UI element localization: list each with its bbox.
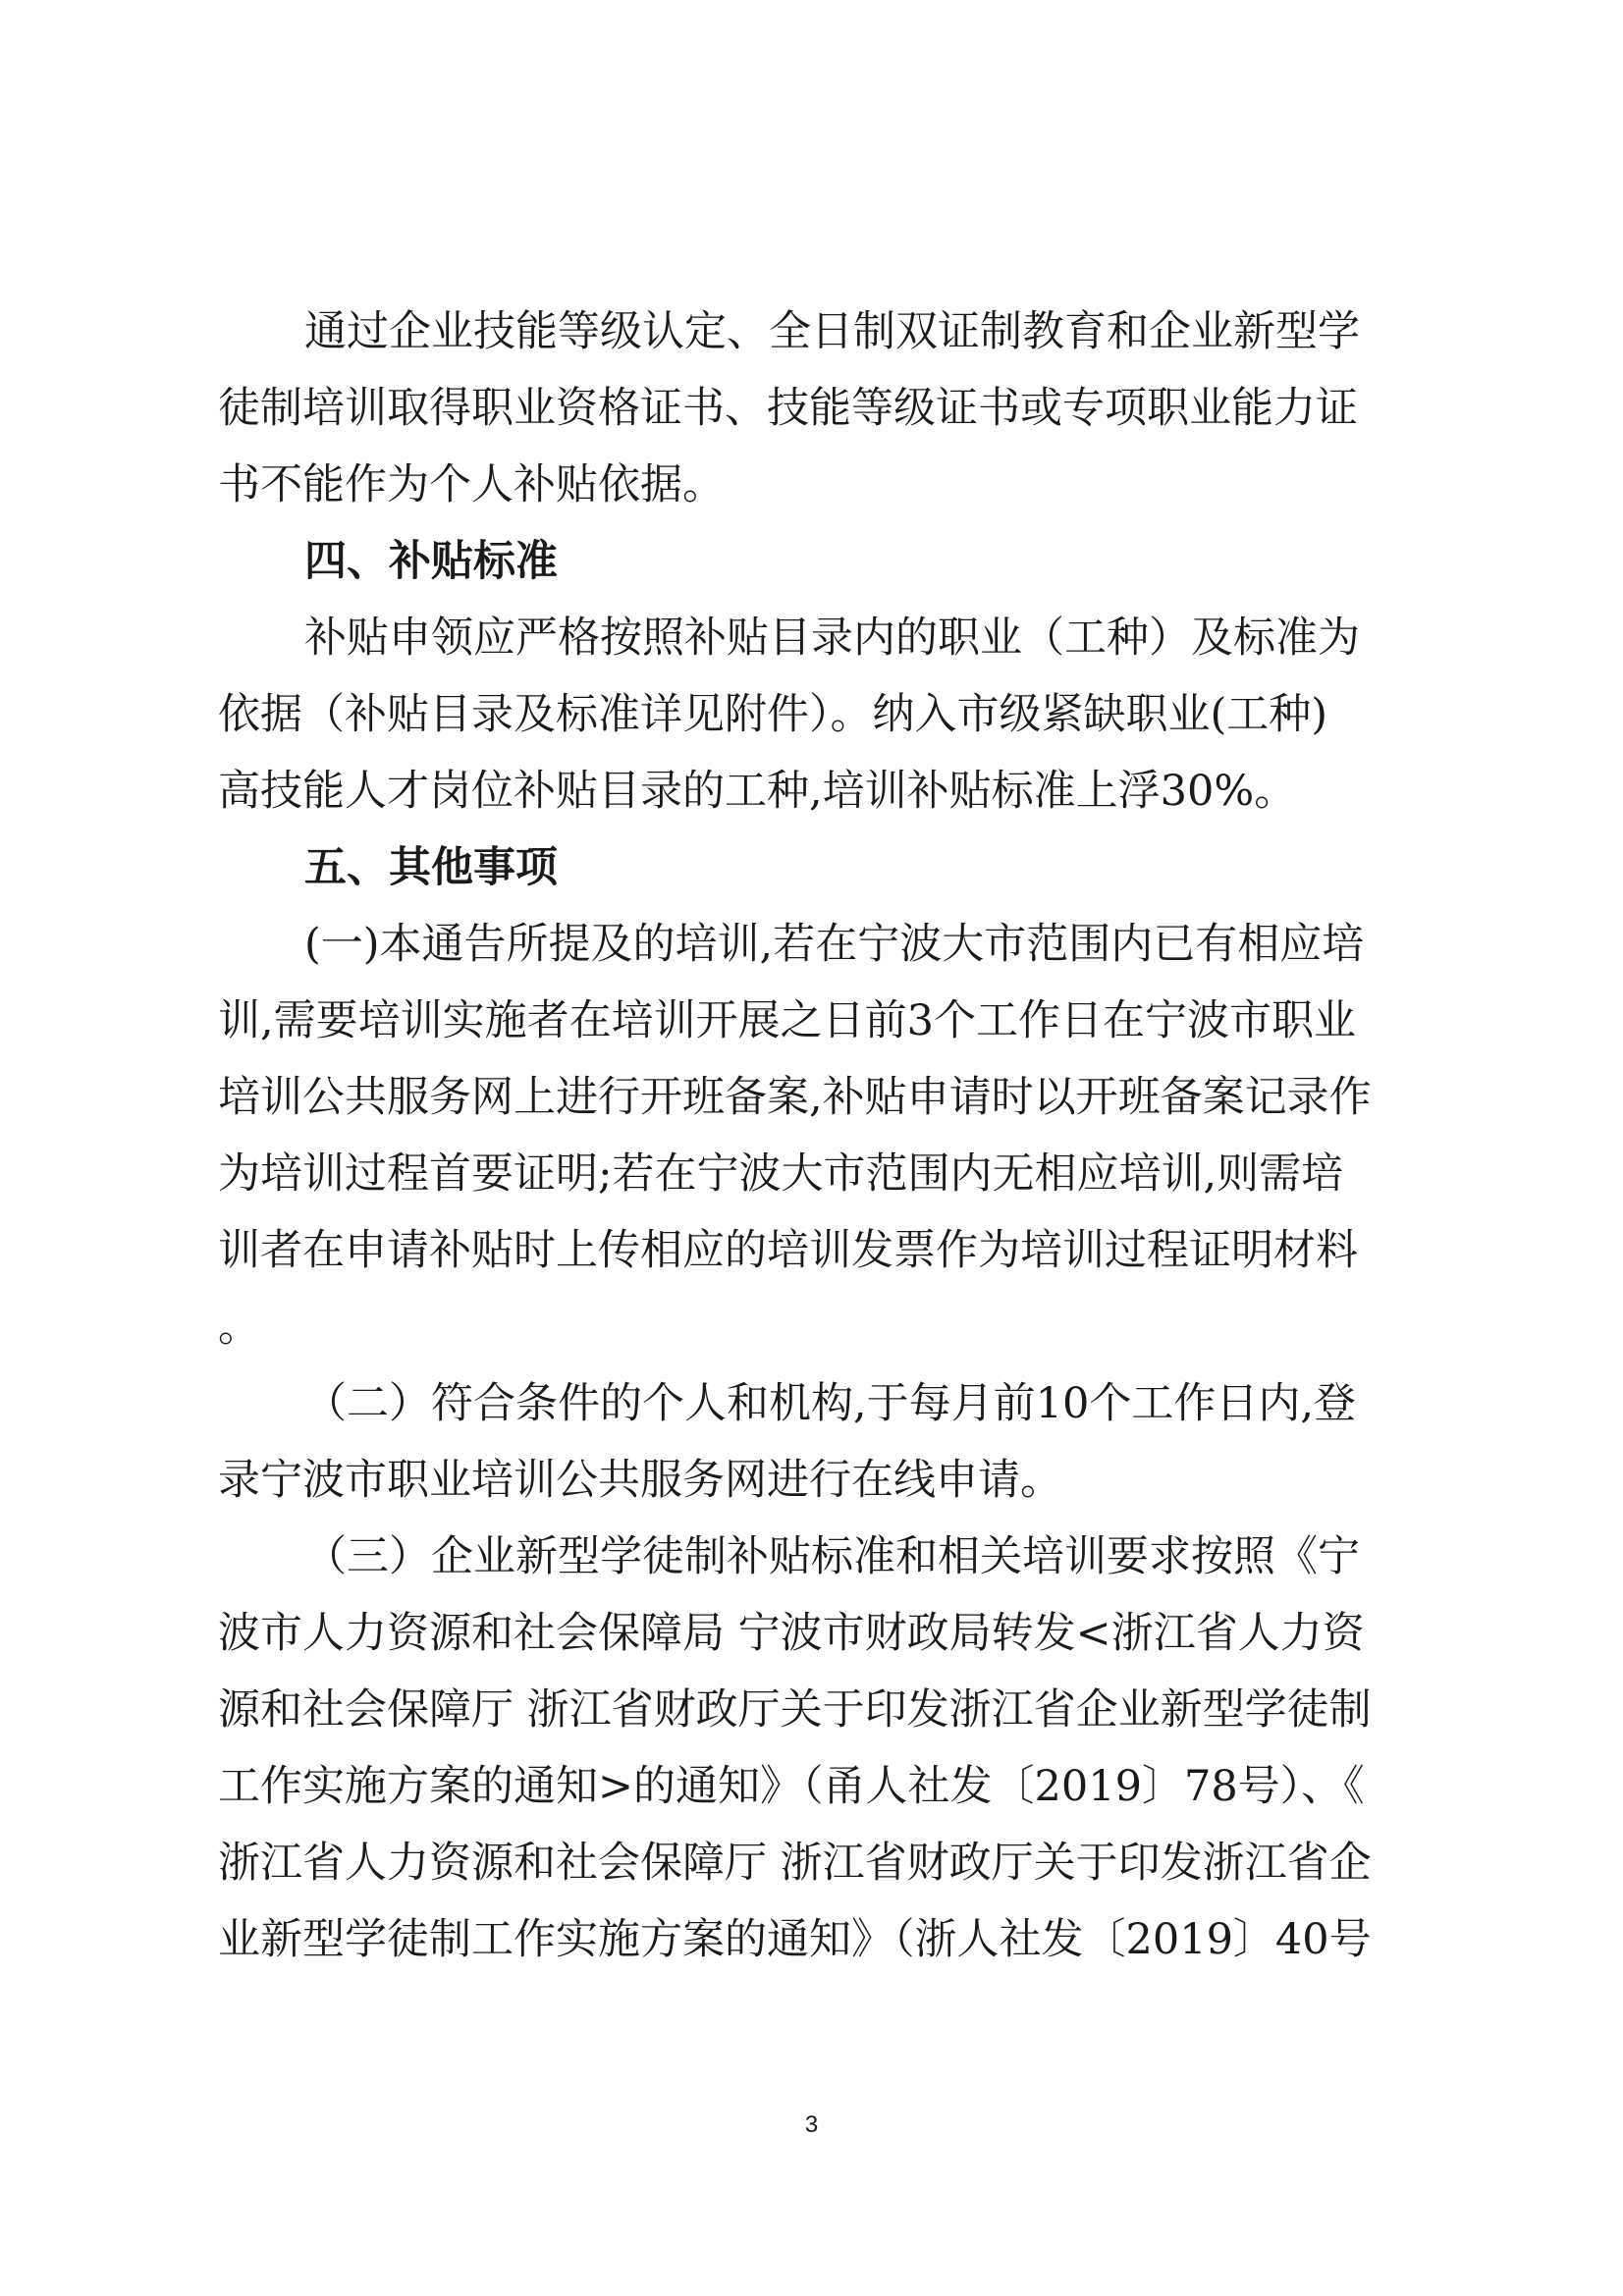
paragraph-line: 训者在申请补贴时上传相应的培训发票作为培训过程证明材料 xyxy=(218,1226,1358,1275)
paragraph-line: （二）符合条件的个人和机构,于每月前10个工作日内,登 xyxy=(304,1379,1357,1428)
paragraph-line: 高技能人才岗位补贴目录的工种,培训补贴标准上浮30%。 xyxy=(218,767,1297,816)
paragraph-line: 书不能作为个人补贴依据。 xyxy=(218,460,725,509)
paragraph-line: 培训公共服务网上进行开班备案,补贴申请时以开班备案记录作 xyxy=(218,1073,1372,1122)
paragraph-line: 源和社会保障厅 浙江省财政厅关于印发浙江省企业新型学徒制 xyxy=(218,1685,1372,1735)
paragraph-line: 依据（补贴目录及标准详见附件）。纳入市级紧缺职业(工种) xyxy=(218,690,1328,739)
paragraph-line: 工作实施方案的通知>的通知》（甬人社发〔2019〕78号）、《 xyxy=(218,1762,1365,1811)
paragraph-line: 补贴申领应严格按照补贴目录内的职业（工种）及标准为 xyxy=(304,614,1360,663)
paragraph-line: 浙江省人力资源和社会保障厅 浙江省财政厅关于印发浙江省企 xyxy=(218,1839,1372,1888)
paragraph-line: 训,需要培训实施者在培训开展之日前3个工作日在宁波市职业 xyxy=(218,996,1357,1045)
paragraph-line: 。 xyxy=(218,1303,260,1352)
section-heading-4: 四、补贴标准 xyxy=(304,537,558,586)
paragraph-line: 徒制培训取得职业资格证书、技能等级证书或专项职业能力证 xyxy=(218,384,1358,433)
paragraph-line: (一)本通告所提及的培训,若在宁波大市范围内已有相应培 xyxy=(304,920,1365,969)
paragraph-line: 波市人力资源和社会保障局 宁波市财政局转发<浙江省人力资 xyxy=(218,1609,1365,1658)
paragraph-line: 录宁波市职业培训公共服务网进行在线申请。 xyxy=(218,1456,1062,1505)
paragraph-line: 业新型学徒制工作实施方案的通知》（浙人社发〔2019〕40号 xyxy=(218,1915,1372,1964)
paragraph-line: 通过企业技能等级认定、全日制双证制教育和企业新型学 xyxy=(304,307,1360,356)
page-number: 3 xyxy=(804,2111,819,2138)
paragraph-line: （三）企业新型学徒制补贴标准和相关培训要求按照《宁 xyxy=(304,1532,1360,1581)
section-heading-5: 五、其他事项 xyxy=(304,843,558,892)
paragraph-line: 为培训过程首要证明;若在宁波大市范围内无相应培训,则需培 xyxy=(218,1149,1344,1199)
